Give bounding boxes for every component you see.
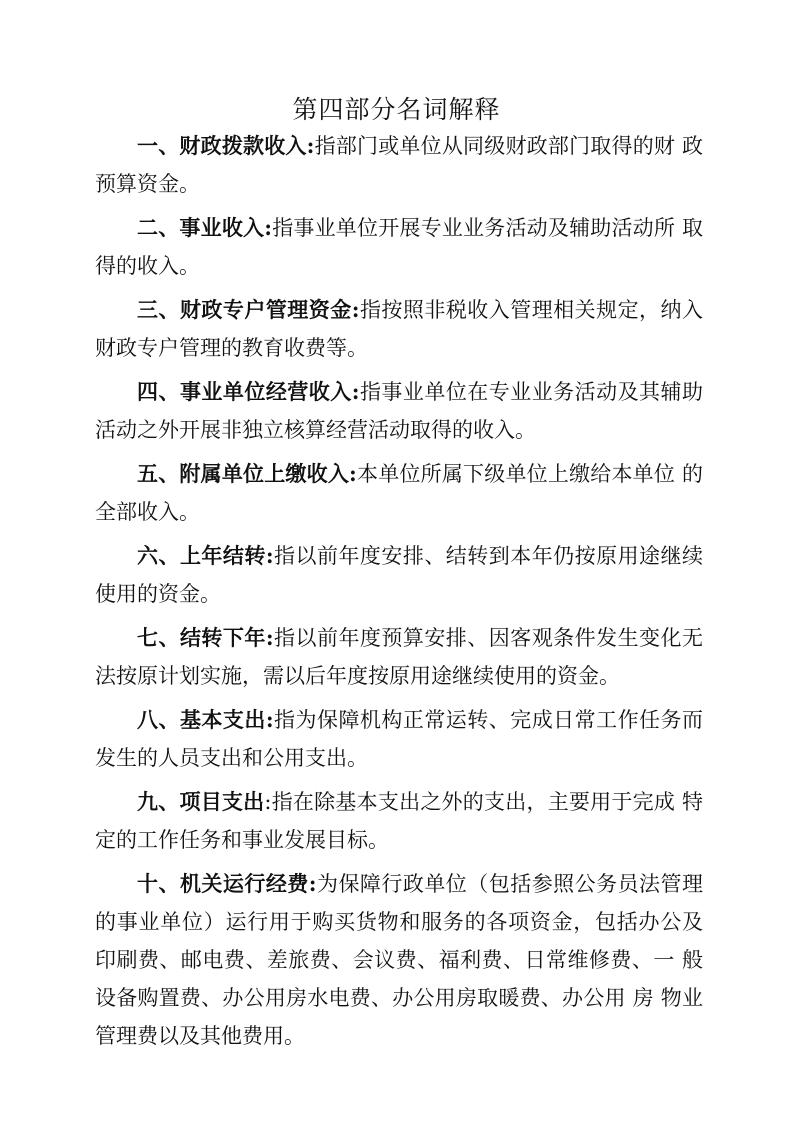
- entry-term: 八、基本支出:: [137, 707, 274, 732]
- entry-definition: 指部门或单位从同级财政部门取得的财 政预算资金。: [95, 134, 703, 196]
- glossary-list: [95, 127, 703, 1061]
- entry-term: 五、附属单位上缴收入:: [137, 461, 357, 486]
- glossary-entry: [95, 783, 703, 859]
- entry-term: 十、机关运行经费:: [137, 871, 317, 896]
- entry-definition: 指事业单位开展专业业务活动及辅助活动所 取得的收入。: [95, 216, 703, 278]
- entry-term: 四、事业单位经营收入:: [137, 379, 360, 404]
- entry-term: 六、上年结转:: [137, 543, 274, 568]
- entry-definition: 指按照非税收入管理相关规定，纳入财政专户管理的教育收费等。: [95, 298, 703, 360]
- entry-term: 二、事业收入:: [137, 215, 272, 240]
- glossary-entry: [95, 291, 703, 367]
- entry-term: 七、结转下年:: [137, 625, 274, 650]
- glossary-entry: [95, 619, 703, 695]
- entry-definition: 指以前年度安排、结转到本年仍按原用途继续使用的资金。: [95, 544, 703, 606]
- entry-definition: :指在除基本支出之外的支出，主要用于完成 特定的工作任务和事业发展目标。: [95, 790, 704, 852]
- entry-definition: 指事业单位在专业业务活动及其辅助活动之外开展非独立核算经营活动取得的收入。: [95, 380, 703, 442]
- entry-definition: 本单位所属下级单位上缴给本单位 的全部收入。: [95, 462, 703, 524]
- entry-term: 三、财政专户管理资金:: [137, 297, 360, 322]
- entry-term: 一、财政拨款收入:: [137, 133, 315, 158]
- entry-definition: 为保障行政单位（包括参照公务员法管理的事业单位）运行用于购买货物和服务的各项资金，包括办公及印刷费、邮电费、差旅费、会议费、福利费、日常维修费、一 般设备购置费、办公用房水电费、办公用房取暖费、办公用 房 物业管理费以及其他费用。: [95, 872, 703, 1048]
- entry-definition: 指以前年度预算安排、因客观条件发生变化无法按原计划实施，需以后年度按原用途继续使用的资金。: [95, 626, 703, 688]
- entry-definition: 指为保障机构正常运转、完成日常工作任务而发生的人员支出和公用支出。: [95, 708, 703, 770]
- glossary-entry: [95, 209, 703, 285]
- glossary-entry: [95, 373, 703, 449]
- glossary-entry: [95, 701, 703, 777]
- glossary-entry: [95, 127, 703, 203]
- entry-term: 九、项目支出: [137, 789, 265, 814]
- glossary-entry: [95, 537, 703, 613]
- page-title: 第四部分名词解释: [292, 95, 501, 124]
- glossary-entry: [95, 455, 703, 531]
- glossary-entry: [95, 865, 703, 1055]
